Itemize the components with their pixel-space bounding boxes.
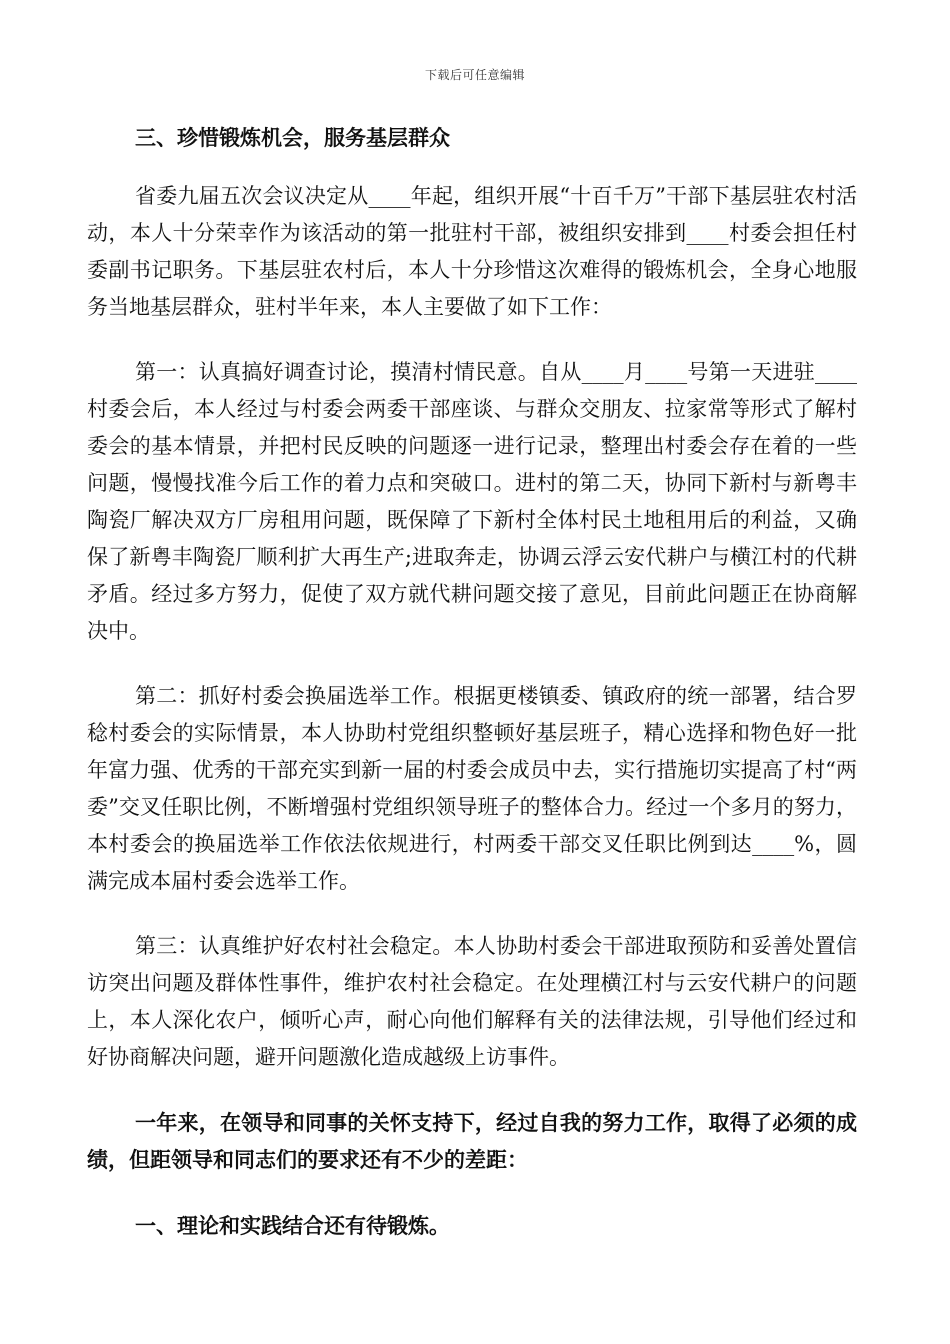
summary-paragraph: 一年来，在领导和同事的关怀支持下，经过自我的努力工作，取得了必须的成绩，但距领导和同志们的要求还有不少的差距： xyxy=(87,1110,857,1172)
work-item-1-paragraph: 第一：认真搞好调查讨论，摸清村情民意。自从____月____号第一天进驻____村委会后，本人经过与村委会两委干部座谈、与群众交朋友、拉家常等形式了解村委会的基本情景，并把村民反映的问题逐一进行记录，整理出村委会存在着的一些问题，慢慢找准今后工作的着力点和突破口。进村的第二天，协同下新村与新粤丰陶瓷厂解决双方厂房租用问题，既保障了下新村全体村民土地租用后的利益，又确保了新粤丰陶瓷厂顺利扩大再生产;进取奔走，协调云浮云安代耕户与横江村的代耕矛盾。经过多方努力，促使了双方就代耕问题交接了意见，目前此问题正在协商解决中。 xyxy=(87,360,857,643)
subsection-heading: 一、理论和实践结合还有待锻炼。 xyxy=(135,1213,450,1238)
section-heading: 三、珍惜锻炼机会，服务基层群众 xyxy=(135,125,450,150)
work-item-2-paragraph: 第二：抓好村委会换届选举工作。根据更楼镇委、镇政府的统一部署，结合罗稔村委会的实际情景，本人协助村党组织整顿好基层班子，精心选择和物色好一批年富力强、优秀的干部充实到新一届的村委会成员中去，实行措施切实提高了村“两委”交叉任职比例，不断增强村党组织领导班子的整体合力。经过一个多月的努力，本村委会的换届选举工作依法依规进行，村两委干部交叉任职比例到达____%，圆满完成本届村委会选举工作。 xyxy=(87,684,857,893)
work-item-3-paragraph: 第三：认真维护好农村社会稳定。本人协助村委会干部进取预防和妥善处置信访突出问题及群体性事件，维护农村社会稳定。在处理横江村与云安代耕户的问题上，本人深化农户，倾听心声，耐心向他们解释有关的法律法规，引导他们经过和好协商解决问题，避开问题激化造成越级上访事件。 xyxy=(87,934,857,1069)
intro-paragraph: 省委九届五次会议决定从____年起，组织开展“十百千万”干部下基层驻农村活动，本人十分荣幸作为该活动的第一批驻村干部，被组织安排到____村委会担任村委副书记职务。下基层驻农村后，本人十分珍惜这次难得的锻炼机会，全身心地服务当地基层群众，驻村半年来，本人主要做了如下工作： xyxy=(87,184,857,319)
document-body xyxy=(87,118,857,1246)
page-header: 下载后可任意编辑 xyxy=(424,68,525,82)
